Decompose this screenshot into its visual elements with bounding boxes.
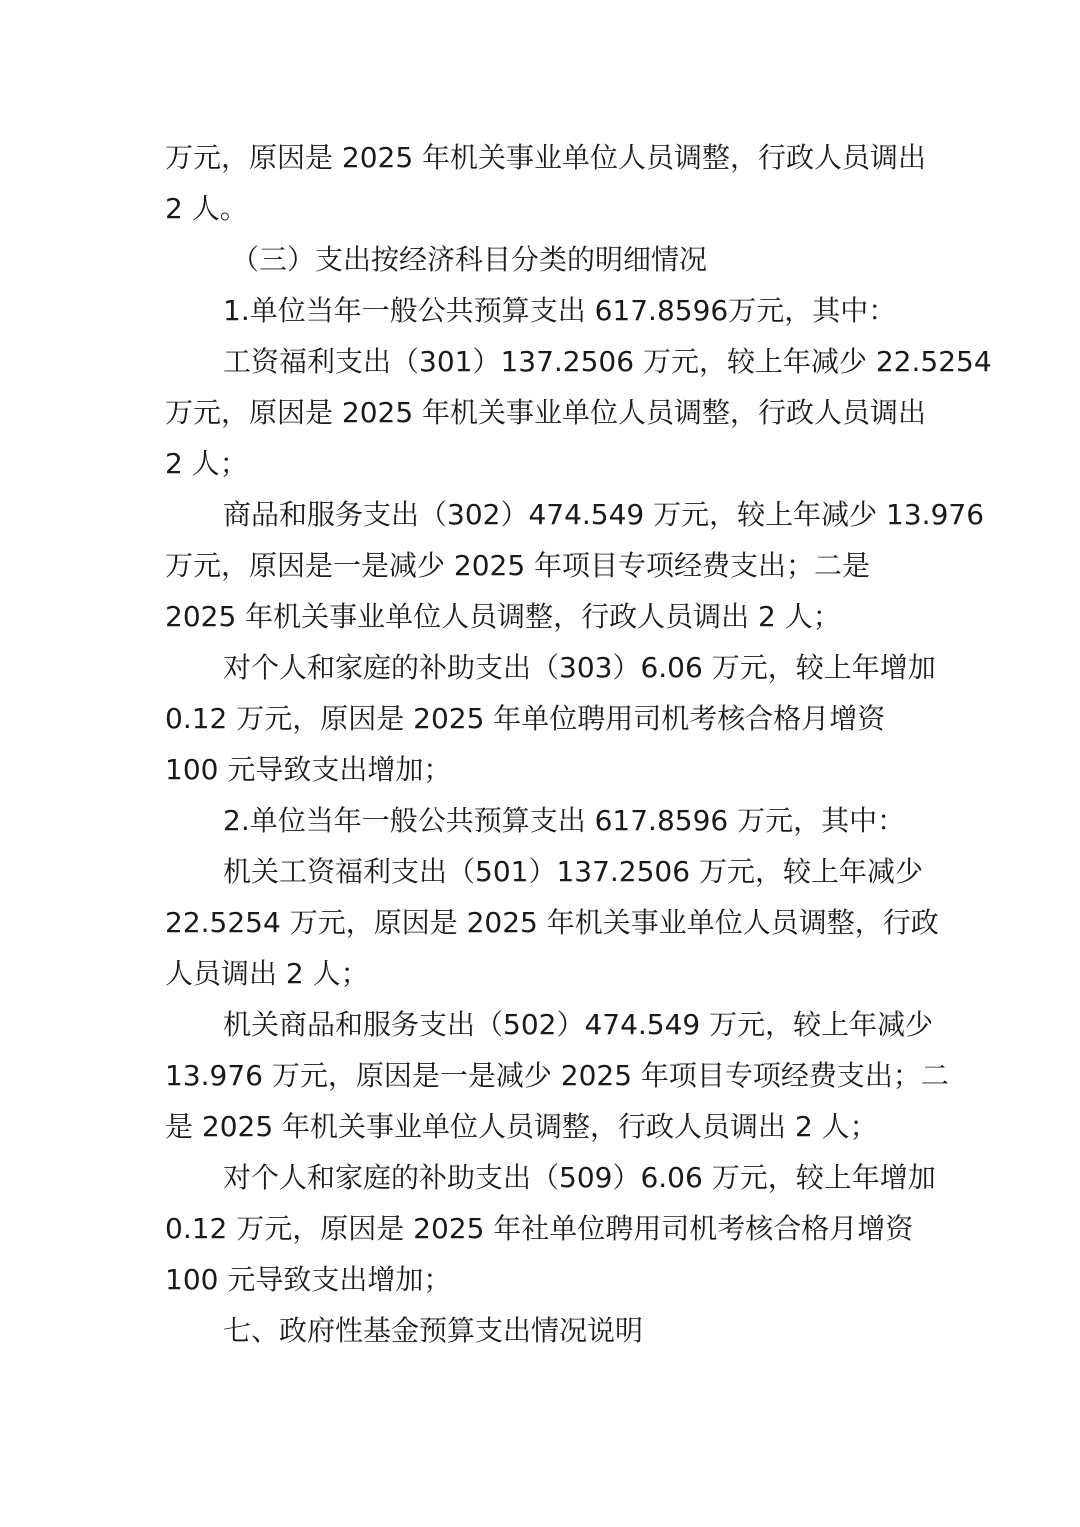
text-line: 人员调出 2 人； [165,957,369,990]
paragraph-start: 1.单位当年一般公共预算支出 617.8596万元，其中： [223,294,897,327]
section-heading: （三）支出按经济科目分类的明细情况 [231,243,708,276]
paragraph-start: 机关工资福利支出（501）137.2506 万元，较上年减少 [223,855,923,888]
text-line: 22.5254 万元，原因是 2025 年机关事业单位人员调整，行政 [165,906,939,939]
paragraph-start: 机关商品和服务支出（502）474.549 万元，较上年减少 [223,1008,934,1041]
text-line: 2 人； [165,447,248,480]
document-body [165,132,992,1356]
text-line: 万元，原因是一是减少 2025 年项目专项经费支出；二是 [165,549,871,582]
text-line: 0.12 万元，原因是 2025 年单位聘用司机考核合格月增资 [165,702,886,735]
text-line: 是 2025 年机关事业单位人员调整，行政人员调出 2 人； [165,1110,878,1143]
paragraph-start: 对个人和家庭的补助支出（303）6.06 万元，较上年增加 [223,651,936,684]
text-line: 万元，原因是 2025 年机关事业单位人员调整，行政人员调出 [165,396,927,429]
paragraph-start: 商品和服务支出（302）474.549 万元，较上年减少 13.976 [223,498,985,531]
text-line: 0.12 万元，原因是 2025 年社单位聘用司机考核合格月增资 [165,1212,914,1245]
text-line: 13.976 万元，原因是一是减少 2025 年项目专项经费支出；二 [165,1059,949,1092]
paragraph-start: 对个人和家庭的补助支出（509）6.06 万元，较上年增加 [223,1161,936,1194]
text-line: 100 元导致支出增加； [165,753,452,786]
text-line: 万元，原因是 2025 年机关事业单位人员调整，行政人员调出 [165,141,927,174]
text-line: 2 人。 [165,192,248,225]
paragraph-start: 2.单位当年一般公共预算支出 617.8596 万元，其中： [223,804,906,837]
section-heading: 七、政府性基金预算支出情况说明 [223,1314,644,1347]
paragraph-start: 工资福利支出（301）137.2506 万元，较上年减少 22.5254 [223,345,992,378]
text-line: 100 元导致支出增加； [165,1263,452,1296]
text-line: 2025 年机关事业单位人员调整，行政人员调出 2 人； [165,600,841,633]
